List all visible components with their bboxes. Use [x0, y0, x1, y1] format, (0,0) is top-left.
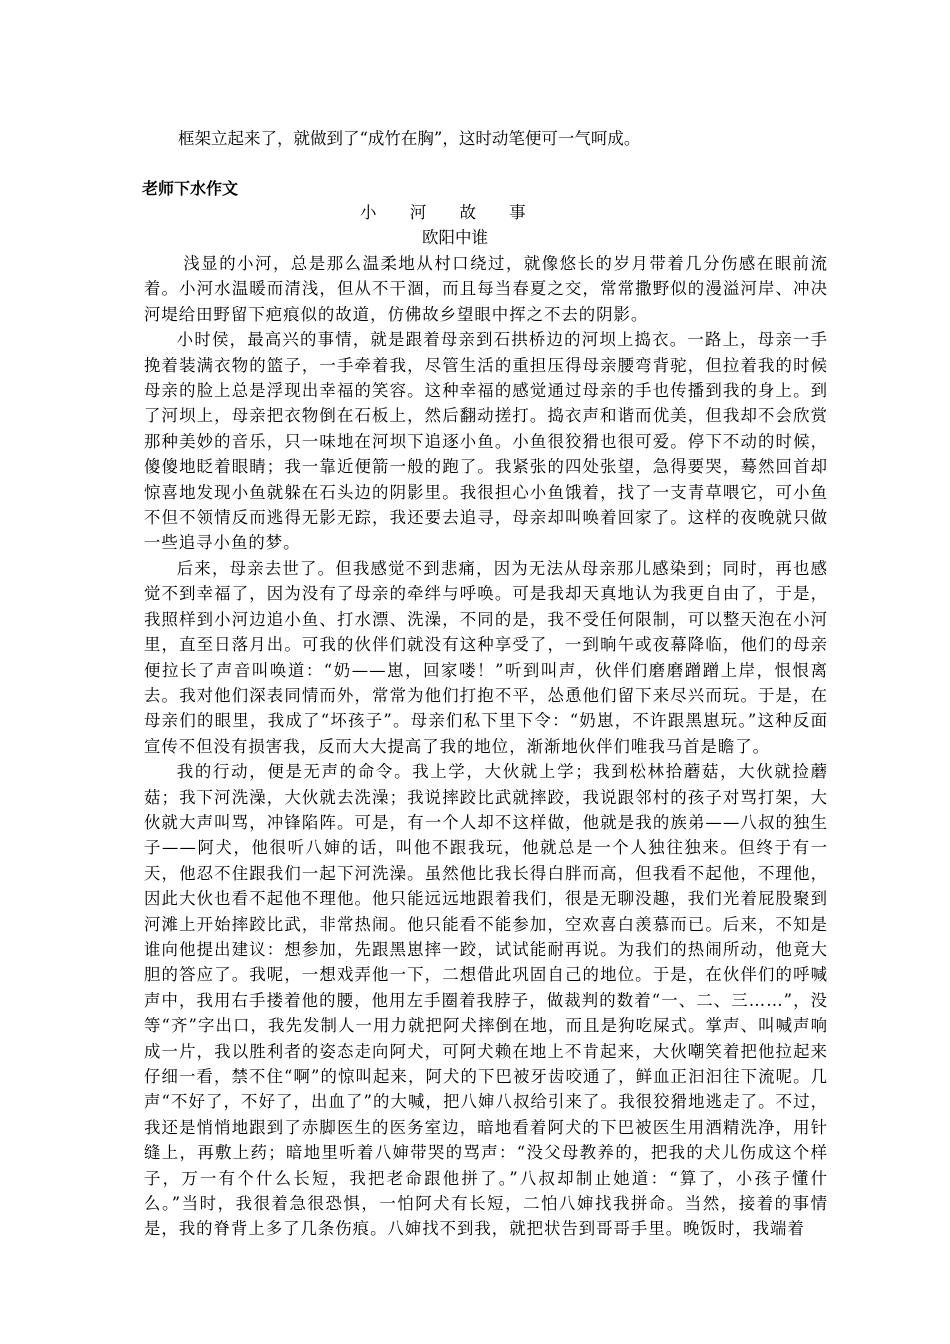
essay-author: 欧阳中谁 — [422, 228, 488, 247]
essay-paragraph: 我的行动，便是无声的命令。我上学，大伙就上学；我到松林拾蘑菇，大伙就捡蘑菇；我下河洗澡，大伙就去洗澡；我说摔跤比武就摔跤，我说跟邻村的孩子对骂打架，大伙就大声叫骂，冲锋陷阵。可是，有一个人却不这样做，他就是我的族弟——八叔的独生子——阿犬，他很听八婶的话，叫他不跟我玩，他就总是一个人独往独来。但终于有一天，他忍不住跟我们一起下河洗澡。虽然他比我长得白胖而高，但我看不起他，不理他，因此大伙也看不起他不理他。他只能远远地跟着我们，很是无聊没趣，我们光着屁股聚到河滩上开始摔跤比武，非常热闹。他只能看不能参加，空欢喜白羡慕而已。后来，不知是谁向他提出建议：想参加，先跟黑崽摔一跤，试试能耐再说。为我们的热闹所动，他竟大胆的答应了。我呢，一想戏弄他一下，二想借此巩固自己的地位。于是，在伙伴们的呼喊声中，我用右手搂着他的腰，他用左手圈着我脖子，做裁判的数着“一、二、三……”，没等“齐”字出口，我先发制人一用力就把阿犬摔倒在地，而且是狗吃屎式。掌声、叫喊声响成一片，我以胜利者的姿态走向阿犬，可阿犬赖在地上不肯起来，大伙嘲笑着把他拉起来仔细一看，禁不住“啊”的惊叫起来，阿犬的下巴被牙齿咬通了，鲜血正汩汩往下流呢。几声“不好了，不好了，出血了”的大喊，把八婶八叔给引来了。我很狡猾地逃走了。不过，我还是悄悄地跟到了赤脚医生的医务室边，暗地看着阿犬的下巴被医生用酒精洗净，用针缝上，再敷上药；暗地里听着八婶带哭的骂声：“没父母教养的，把我的犬儿伤成这个样子，万一有个什么长短，我把老命跟他拼了。”八叔却制止她道：“算了，小孩子懂什么。”当时，我很着急很恐惧，一怕阿犬有长短，二怕八婶找我拼命。当然，接着的事情是，我的脊背上多了几条伤痕。八婶找不到我，就把状告到哥哥手里。晚饭时，我端着 — [144, 762, 828, 1239]
essay-body — [144, 251, 828, 1242]
intro-line: 框架立起来了，就做到了“成竹在胸”，这时动笔便可一气呵成。 — [178, 129, 641, 148]
essay-paragraph: 小时侯，最高兴的事情，就是跟着母亲到石拱桥边的河坝上捣衣。一路上，母亲一手挽着装满衣物的篮子，一手牵着我，尽管生活的重担压得母亲腰弯背驼，但拉着我的时候母亲的脸上总是浮现出幸福的笑容。这种幸福的感觉通过母亲的手也传播到我的身上。到了河坝上，母亲把衣物倒在石板上，然后翻动搓打。捣衣声和谐而优美，但我却不会欣赏那种美妙的音乐，只一味地在河坝下追逐小鱼。小鱼很狡猾也很可爱。停下不动的时候，傻傻地眨着眼睛；我一靠近便箭一般的跑了。我紧张的四处张望，急得要哭，蓦然回首却惊喜地发现小鱼就躲在石头边的阴影里。我很担心小鱼饿着，找了一支青草喂它，可小鱼不但不领情反而逃得无影无踪，我还要去追寻，母亲却叫唤着回家了。这样的夜晚就只做一些追寻小鱼的梦。 — [144, 330, 828, 553]
section-heading: 老师下水作文 — [142, 179, 239, 198]
essay-paragraph: 后来，母亲去世了。但我感觉不到悲痛，因为无法从母亲那儿感染到；同时，再也感觉不到幸福了，因为没有了母亲的牵绊与呼唤。可是我却天真地认为我更自由了，于是，我照样到小河边追小鱼、打水漂、洗澡，不同的是，我不受任何限制，可以整天泡在小河里，直至日落月出。可我的伙伴们就没有这种享受了，一到晌午或夜幕降临，他们的母亲便拉长了声音叫唤道：“奶——崽，回家喽！”听到叫声，伙伴们磨磨蹭蹭上岸，恨恨离去。我对他们深表同情而外，常常为他们打抱不平，怂恿他们留下来尽兴而玩。于是，在母亲们的眼里，我成了“坏孩子”。母亲们私下里下令：“奶崽，不许跟黑崽玩。”这种反面宣传不但没有损害我，反而大大提高了我的地位，渐渐地伙伴们唯我马首是瞻了。 — [144, 558, 828, 756]
essay-title: 小 河 故 事 — [360, 203, 540, 222]
essay-paragraph: 浅显的小河，总是那么温柔地从村口绕过，就像悠长的岁月带着几分伤感在眼前流着。小河水温暖而清浅，但从不干涸，而且每当春夏之交，常常撒野似的漫溢河岸、冲决河堤给田野留下疤痕似的故道，仿佛故乡望眼中挥之不去的阴影。 — [144, 254, 828, 324]
